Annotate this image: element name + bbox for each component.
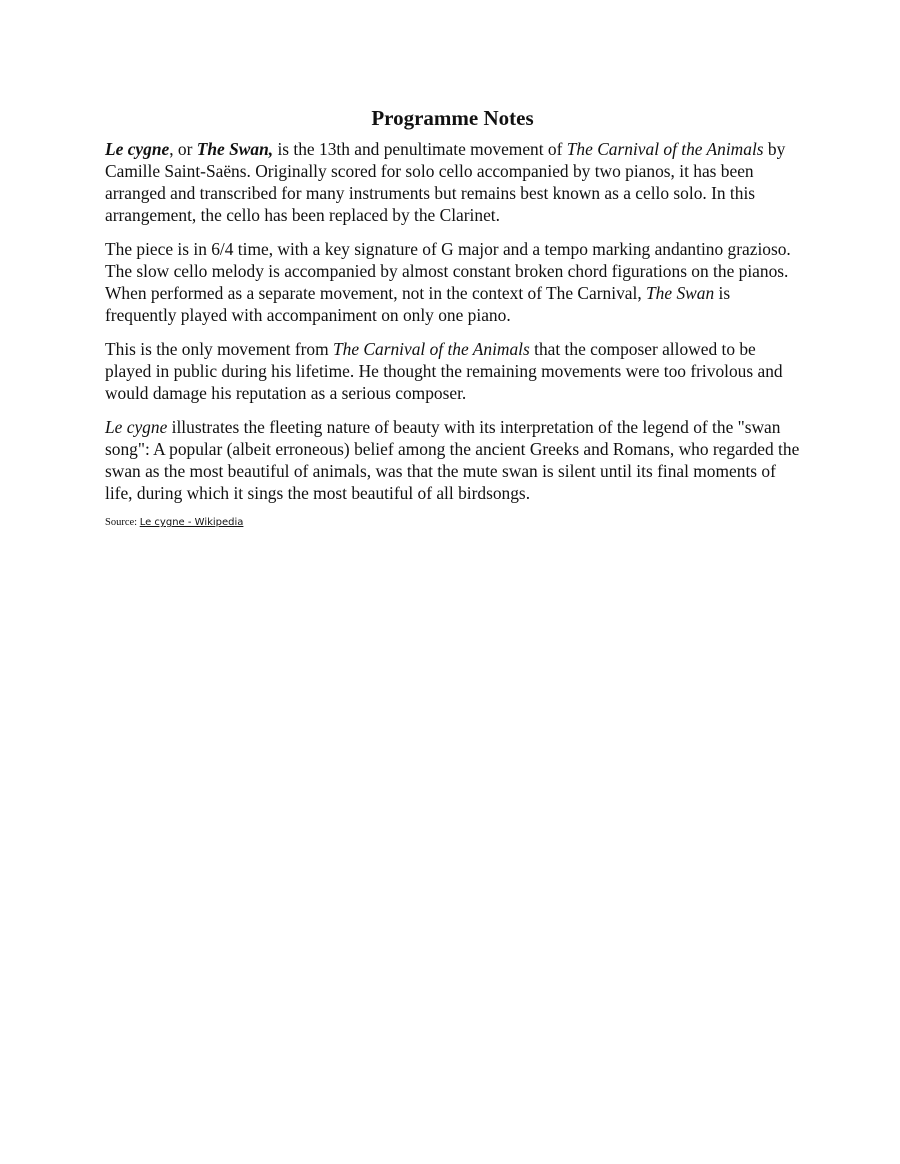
paragraph-legend	[105, 416, 800, 504]
paragraph-text: This is the only movement from	[105, 339, 333, 359]
paragraph-intro	[105, 138, 800, 226]
page-title: Programme Notes	[371, 106, 534, 130]
paragraph-tempo	[105, 238, 800, 326]
work-title-le-cygne: Le cygne	[105, 139, 170, 159]
work-title-the-swan: The Swan	[646, 283, 715, 303]
paragraph-text: is the 13th and penultimate movement of	[273, 139, 567, 159]
paragraph-text: illustrates the fleeting nature of beauty with its interpretation of the legend of the "swan song": A popular (albeit erroneous) belief among the ancient Greeks and Romans, who regarded the swan as the most beautiful of animals, was that the mute swan is silent until its final moments of life, during which it sings the most beautiful of all birdsongs.	[105, 417, 800, 503]
paragraph-text: , or	[169, 139, 197, 159]
work-title-le-cygne: Le cygne	[105, 417, 168, 437]
paragraph-text: that the composer allowed to be played in public during his lifetime. He thought the remaining movements were too frivolous and would damage his reputation as a serious composer.	[105, 339, 783, 403]
work-title-the-swan: The Swan,	[196, 139, 274, 159]
paragraph-text: The piece is in 6/4 time, with a key signature of G major and a tempo marking andantino grazioso. The slow cello melody is accompanied by almost constant broken chord figurations on the pianos. When performed as a separate movement, not in the context of The Carnival,	[105, 239, 791, 303]
source-label: Source:	[105, 517, 140, 528]
document-page	[105, 104, 800, 530]
source-citation	[105, 516, 800, 530]
work-title-carnival: The Carnival of the Animals	[332, 339, 530, 359]
work-title-carnival: The Carnival of the Animals	[566, 139, 764, 159]
paragraph-history	[105, 338, 800, 404]
source-link[interactable]: Le cygne - Wikipedia	[139, 517, 244, 528]
paragraph-text: is frequently played with accompaniment on only one piano.	[105, 283, 731, 325]
paragraph-text: by Camille Saint-Saëns. Originally scored for solo cello accompanied by two pianos, it has been arranged and transcribed for many instruments but remains best known as a cello solo. In this arrangement, the cello has been replaced by the Clarinet.	[105, 139, 786, 225]
